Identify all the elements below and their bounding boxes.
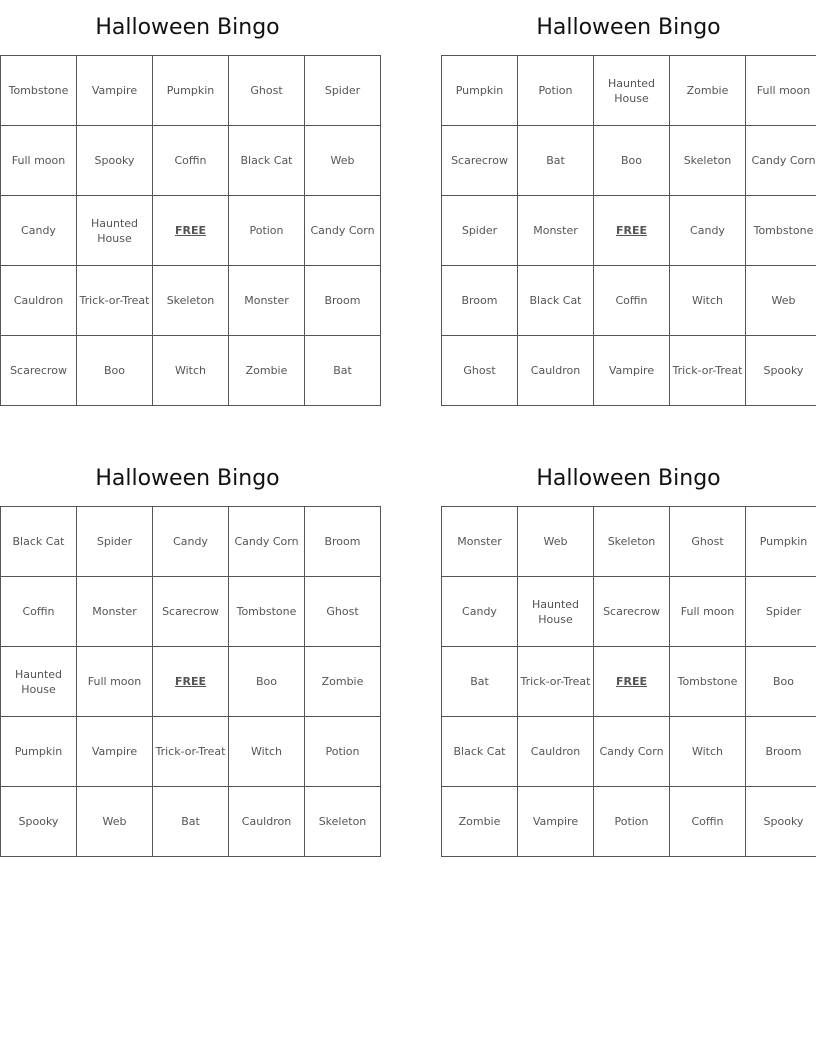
bingo-cell: Candy Corn xyxy=(746,126,816,196)
bingo-cell: Zombie xyxy=(229,336,305,406)
bingo-cell: Spooky xyxy=(746,336,816,406)
bingo-cell: Zombie xyxy=(305,647,381,717)
bingo-cell: Coffin xyxy=(153,126,229,196)
bingo-cell: Pumpkin xyxy=(153,56,229,126)
bingo-cell: Scarecrow xyxy=(1,336,77,406)
grid-row xyxy=(1,196,381,266)
bingo-cell: Spider xyxy=(442,196,518,266)
bingo-cell: Boo xyxy=(594,126,670,196)
bingo-cell: Tombstone xyxy=(1,56,77,126)
bingo-cell: Coffin xyxy=(670,787,746,857)
bingo-cell: Black Cat xyxy=(518,266,594,336)
bingo-cell: Boo xyxy=(229,647,305,717)
bingo-cell: Coffin xyxy=(594,266,670,336)
bingo-cell: Scarecrow xyxy=(442,126,518,196)
card-title: Halloween Bingo xyxy=(95,15,280,40)
bingo-cell: Potion xyxy=(305,717,381,787)
bingo-cell: Witch xyxy=(670,266,746,336)
bingo-cell: Candy xyxy=(670,196,746,266)
free-space: FREE xyxy=(153,647,229,717)
bingo-cell: Spooky xyxy=(1,787,77,857)
grid-row xyxy=(442,336,816,406)
bingo-cell: Pumpkin xyxy=(1,717,77,787)
bingo-cell: Tombstone xyxy=(229,577,305,647)
bingo-cell: Cauldron xyxy=(1,266,77,336)
grid-row xyxy=(1,507,381,577)
bingo-cell: Broom xyxy=(442,266,518,336)
grid-row xyxy=(442,787,816,857)
grid-row xyxy=(442,56,816,126)
card-title: Halloween Bingo xyxy=(95,466,280,491)
bingo-cell: Full moon xyxy=(1,126,77,196)
bingo-cell: Ghost xyxy=(442,336,518,406)
bingo-card-3 xyxy=(0,451,375,857)
grid-row xyxy=(1,56,381,126)
bingo-cell: Monster xyxy=(518,196,594,266)
bingo-cell: Pumpkin xyxy=(442,56,518,126)
bingo-cell: Black Cat xyxy=(442,717,518,787)
bingo-cell: Ghost xyxy=(670,507,746,577)
bingo-card-4 xyxy=(441,451,816,857)
bingo-cell: Ghost xyxy=(305,577,381,647)
bingo-grid xyxy=(0,55,381,406)
bingo-cell: Candy Corn xyxy=(594,717,670,787)
bingo-cell: Full moon xyxy=(670,577,746,647)
bingo-card-1 xyxy=(0,0,375,406)
bingo-cell: Spider xyxy=(77,507,153,577)
bingo-cell: Candy Corn xyxy=(229,507,305,577)
bingo-cell: Candy xyxy=(1,196,77,266)
grid-row xyxy=(1,647,381,717)
bingo-cell: Candy xyxy=(442,577,518,647)
bingo-grid xyxy=(0,506,381,857)
bingo-cell: Skeleton xyxy=(305,787,381,857)
bingo-card-2 xyxy=(441,0,816,406)
bingo-cell: Haunted House xyxy=(594,56,670,126)
grid-row xyxy=(442,196,816,266)
bingo-cell: Ghost xyxy=(229,56,305,126)
bingo-cell: Boo xyxy=(746,647,816,717)
grid-row xyxy=(1,266,381,336)
bingo-cell: Potion xyxy=(518,56,594,126)
grid-row xyxy=(442,647,816,717)
bingo-cell: Broom xyxy=(746,717,816,787)
bingo-cell: Monster xyxy=(77,577,153,647)
bingo-cell: Broom xyxy=(305,266,381,336)
bingo-cell: Haunted House xyxy=(1,647,77,717)
bingo-cell: Haunted House xyxy=(77,196,153,266)
bingo-cell: Spider xyxy=(305,56,381,126)
grid-row xyxy=(1,126,381,196)
bingo-cell: Bat xyxy=(518,126,594,196)
bingo-cell: Web xyxy=(746,266,816,336)
bingo-cell: Trick-or-Treat xyxy=(77,266,153,336)
free-space: FREE xyxy=(594,647,670,717)
bingo-cell: Cauldron xyxy=(518,336,594,406)
bingo-cell: Witch xyxy=(670,717,746,787)
free-space: FREE xyxy=(153,196,229,266)
bingo-cell: Scarecrow xyxy=(594,577,670,647)
bingo-cell: Witch xyxy=(229,717,305,787)
bingo-cell: Trick-or-Treat xyxy=(670,336,746,406)
bingo-cell: Candy xyxy=(153,507,229,577)
bingo-cell: Spooky xyxy=(746,787,816,857)
bingo-cell: Bat xyxy=(305,336,381,406)
bingo-cell: Full moon xyxy=(746,56,816,126)
bingo-cell: Web xyxy=(305,126,381,196)
bingo-cell: Trick-or-Treat xyxy=(153,717,229,787)
bingo-cell: Candy Corn xyxy=(305,196,381,266)
bingo-grid xyxy=(441,55,816,406)
free-space: FREE xyxy=(594,196,670,266)
bingo-cell: Potion xyxy=(229,196,305,266)
grid-row xyxy=(1,336,381,406)
bingo-cell: Coffin xyxy=(1,577,77,647)
grid-row xyxy=(442,717,816,787)
bingo-cell: Monster xyxy=(442,507,518,577)
bingo-cell: Scarecrow xyxy=(153,577,229,647)
card-title: Halloween Bingo xyxy=(536,466,721,491)
bingo-cell: Spider xyxy=(746,577,816,647)
bingo-grid xyxy=(441,506,816,857)
bingo-cell: Web xyxy=(518,507,594,577)
bingo-cell: Cauldron xyxy=(518,717,594,787)
bingo-cell: Bat xyxy=(442,647,518,717)
bingo-cell: Zombie xyxy=(442,787,518,857)
bingo-cell: Broom xyxy=(305,507,381,577)
bingo-cell: Vampire xyxy=(77,56,153,126)
grid-row xyxy=(442,266,816,336)
bingo-cell: Skeleton xyxy=(594,507,670,577)
bingo-cell: Potion xyxy=(594,787,670,857)
grid-row xyxy=(1,717,381,787)
bingo-cell: Vampire xyxy=(518,787,594,857)
bingo-cell: Boo xyxy=(77,336,153,406)
bingo-cell: Trick-or-Treat xyxy=(518,647,594,717)
grid-row xyxy=(442,507,816,577)
bingo-cell: Black Cat xyxy=(229,126,305,196)
grid-row xyxy=(442,126,816,196)
bingo-cell: Monster xyxy=(229,266,305,336)
grid-row xyxy=(1,787,381,857)
bingo-cell: Cauldron xyxy=(229,787,305,857)
bingo-cell: Pumpkin xyxy=(746,507,816,577)
card-title: Halloween Bingo xyxy=(536,15,721,40)
bingo-cell: Skeleton xyxy=(670,126,746,196)
bingo-cell: Haunted House xyxy=(518,577,594,647)
bingo-cell: Vampire xyxy=(594,336,670,406)
grid-row xyxy=(1,577,381,647)
bingo-cell: Vampire xyxy=(77,717,153,787)
bingo-cell: Full moon xyxy=(77,647,153,717)
bingo-cell: Web xyxy=(77,787,153,857)
bingo-cell: Spooky xyxy=(77,126,153,196)
bingo-cell: Tombstone xyxy=(670,647,746,717)
bingo-cell: Bat xyxy=(153,787,229,857)
bingo-cell: Black Cat xyxy=(1,507,77,577)
bingo-cell: Witch xyxy=(153,336,229,406)
bingo-cell: Skeleton xyxy=(153,266,229,336)
bingo-cell: Tombstone xyxy=(746,196,816,266)
bingo-cell: Zombie xyxy=(670,56,746,126)
grid-row xyxy=(442,577,816,647)
